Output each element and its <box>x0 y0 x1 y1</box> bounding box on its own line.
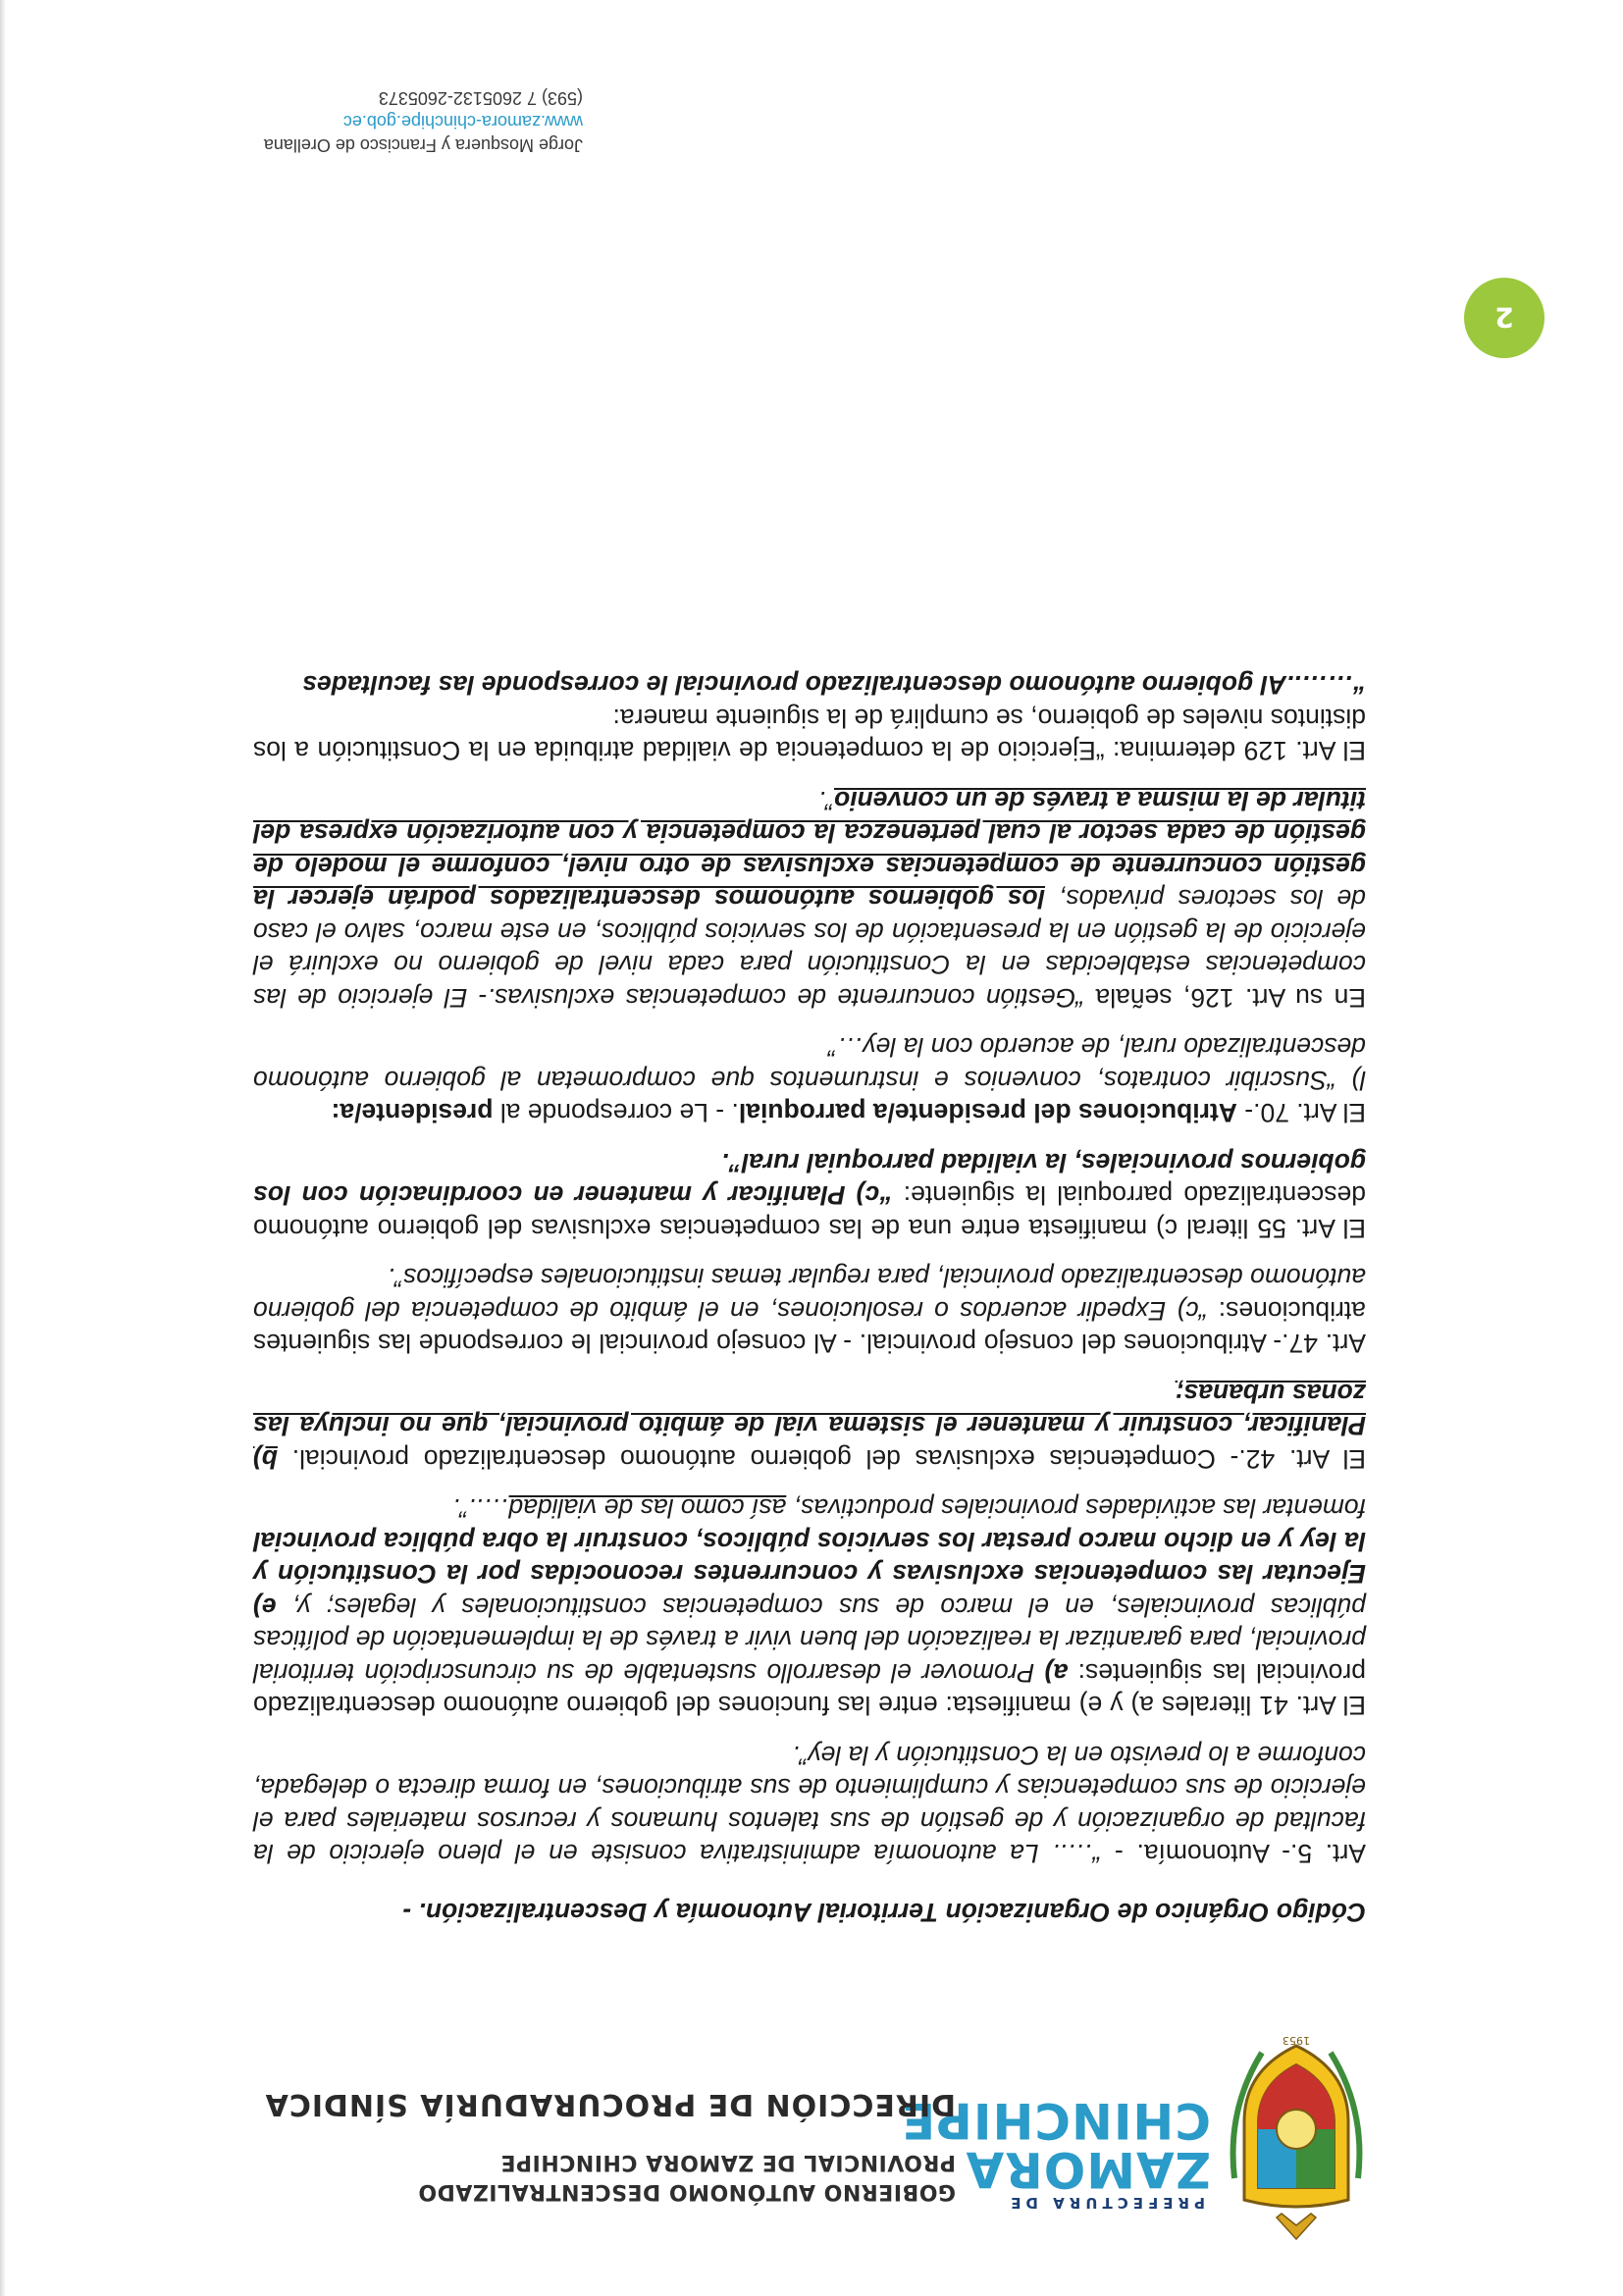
code-title <box>253 1896 1366 1929</box>
article-47 <box>253 1261 1366 1360</box>
article-41-e-tail: …..”. <box>452 1493 509 1524</box>
page-number-badge: 2 <box>1464 278 1544 358</box>
article-129-bold: “……..Al gobierno autónomo descentralizado provincial le corresponde las facultades <box>302 670 1366 701</box>
article-42-b-text: b) Planificar, construir y mantener el sistema vial de ámbito provincial, que no incluya las zonas urbanas; <box>253 1379 1366 1474</box>
article-5-lead: Art. 5.- Autonomía. - <box>1101 1839 1366 1869</box>
article-42 <box>253 1377 1366 1476</box>
article-126-lead: En su Art. 126, señala <box>1084 983 1366 1013</box>
article-129-lead: El Art. 129 determina: “Ejercicio de la competencia de vialidad atribuida en la Constitución a los distintos niveles de gobierno, se cumplirá de la siguiente manera: <box>253 704 1366 766</box>
article-41-e-underline: así como las de vialidad <box>508 1493 787 1524</box>
footer-address: Jorge Mosquera y Francisco de Orellana <box>263 135 583 155</box>
article-55-lead: El Art. 55 literal c) manifiesta entre una de las competencias exclusivas del gobierno autónomo descentralizado parroquial la siguiente: <box>253 1180 1366 1243</box>
article-126 <box>253 784 1366 1015</box>
article-70-mid: . - Le corresponde al <box>493 1098 739 1128</box>
article-41-e-bold: e) Ejecutar las competencias exclusivas y concurrentes reconocidas por la Constitución y la ley y en dicho marco prestar los servicios públicos, construir la obra pública provincial <box>253 1527 1366 1622</box>
seal-year: 1953 <box>1283 2034 1310 2047</box>
document-footer <box>131 86 583 157</box>
brand-prefix: PREFECTURA DE <box>1006 2194 1205 2212</box>
document-body <box>253 652 1366 1928</box>
article-126-bold: los gobiernos autónomos descentralizados podrán ejercer la gestión concurrente de competencias exclusivas de otro nivel, conforme el modelo de gestión de cada sector al cual pertenezca la competencia y con autorización expresa del titular de la misma a través de un convenio <box>253 786 1366 914</box>
article-42-lead: El Art. 42.- Competencias exclusivas del gobierno autónomo descentralizado provincial. <box>278 1444 1366 1474</box>
document-header <box>0 2002 1623 2296</box>
department-title: DIRECCIÓN DE PROCURADURÍA SÍNDICA <box>264 2087 956 2121</box>
article-41 <box>253 1491 1366 1722</box>
article-47-quote: “c) Expedir acuerdos o resoluciones, en el ámbito de competencia del gobierno autónomo descentralizado provincial, para regular temas institucionales específicos”. <box>253 1263 1366 1326</box>
article-126-quote: “Gestión concurrente de competencias exclusivas.- El ejercicio de las competencias establecidas en la Constitución para cada nivel de gobierno no excluirá el ejercicio de la gestión en la presentación de los servicios públicos, en este marco, salvo el caso de los sectores privados, <box>253 884 1366 1013</box>
article-41-a-text: Promover el desarrollo sustentable de su circunscripción territorial provincial, para garantizar la realización del buen vivir a través de la implementación de políticas públicas provinciales, en el marco de sus competencias constitucionales y legales; y, <box>253 1592 1366 1688</box>
article-126-tail: ”. <box>817 786 835 815</box>
organization-name-line1: GOBIERNO AUTÓNOMO DESCENTRALIZADO <box>417 2179 956 2204</box>
article-70-bold2: presidente/a: <box>331 1098 494 1128</box>
article-70-l-text: l) “Suscribir contratos, convenios e instrumentos que comprometan al gobierno autónomo descentralizado rural, de acuerdo con la ley…” <box>253 1032 1366 1095</box>
article-55 <box>253 1146 1366 1245</box>
brand-name-line1: ZAMORA <box>965 2141 1211 2198</box>
article-47-lead: Art. 47.- Atribuciones del consejo provincial. - Al consejo provincial le corresponde las siguientes atribuciones: <box>253 1296 1366 1359</box>
article-5 <box>253 1739 1366 1870</box>
document-content <box>0 93 1623 1928</box>
organization-block <box>249 2087 956 2206</box>
article-55-bold: “c) Planificar y mantener en coordinación con los gobiernos provinciales, la vialidad parroquial rural”. <box>253 1148 1366 1211</box>
brand-logo <box>901 2092 1211 2212</box>
article-41-lead: El Art. 41 literales a) y e) manifiesta: entre las funciones del gobierno autónomo descentralizado provincial las siguientes: <box>253 1658 1366 1721</box>
article-70-bold: Atribuciones del presidente/a parroquial <box>738 1098 1237 1128</box>
brand-name-line2: CHINCHIPE <box>901 2092 1211 2149</box>
footer-phone: (593) 7 2605132-2605373 <box>378 88 583 108</box>
article-41-a-label: a) <box>1044 1658 1069 1688</box>
article-5-quote: “….. La autonomía administrativa consiste en el pleno ejercicio de la facultad de organización y de gestión de sus talentos humanos y recursos materiales para el ejercicio de sus competencias y cumplimiento de sus atribuciones, en forma directa o delegada, conforme a lo previsto en la Constitución y la ley”. <box>253 1741 1366 1869</box>
article-70 <box>253 1030 1366 1129</box>
code-title-text: Código Orgánico de Organización Territorial Autonomía y Descentralización. - <box>402 1898 1366 1927</box>
coat-of-arms-seal <box>1223 2031 1370 2247</box>
article-41-e-text: fomentar las actividades provinciales productivas, <box>786 1493 1366 1524</box>
organization-name-line2: PROVINCIAL DE ZAMORA CHINCHIPE <box>499 2150 956 2174</box>
footer-website-link[interactable]: www.zamora-chinchipe.gob.ec <box>342 112 583 131</box>
article-70-lead: El Art. 70.- <box>1236 1098 1366 1128</box>
article-129 <box>253 668 1366 767</box>
